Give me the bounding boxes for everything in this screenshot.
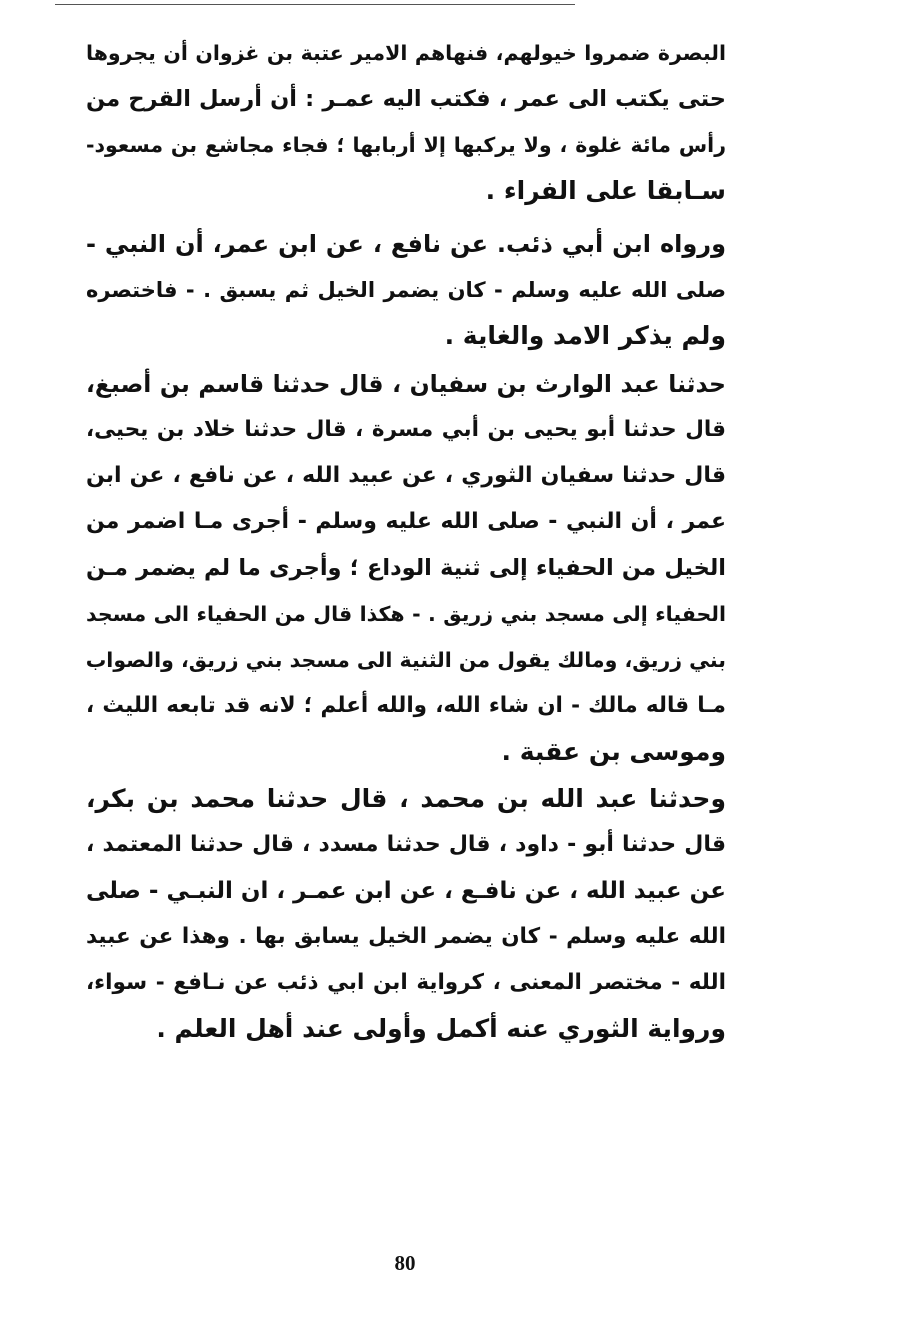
text-line: حتى يكتب الى عمر ، فكتب اليه عمـر : أن أرسل القرح من — [86, 86, 726, 112]
paragraph-2 — [86, 221, 726, 359]
paragraph-4 — [86, 776, 726, 1052]
text-line: صلى الله عليه وسلم - كان يضمر الخيل ثم يسبق . - فاختصره — [86, 278, 726, 302]
text-line: قال حدثنا سفيان الثوري ، عن عبيد الله ، عن نافع ، عن ابن — [86, 463, 726, 488]
text-line: رأس مائة غلوة ، ولا يركبها إلا أربابها ؛ فجاء مجاشع بن مسعود- — [86, 133, 726, 157]
text-line: الله عليه وسلم - كان يضمر الخيل يسابق بها . وهذا عن عبيد — [86, 924, 726, 949]
text-line: قال حدثنا أبو يحيى بن أبي مسرة ، قال حدثنا خلاد بن يحيى، — [86, 417, 726, 442]
paragraph-3 — [86, 361, 726, 775]
text-line: الحفياء إلى مسجد بني زريق . - هكذا قال من الحفياء الى مسجد — [86, 602, 726, 626]
text-line: مـا قاله مالك - ان شاء الله، والله أعلم ؛ لانه قد تابعه الليث ، — [86, 693, 726, 718]
text-line: سـابقا على الفراء . — [485, 176, 726, 205]
text-line: ولم يذكر الامد والغاية . — [444, 321, 726, 350]
text-line: وحدثنا عبد الله بن محمد ، قال حدثنا محمد بن بكر، — [86, 784, 726, 813]
text-line: البصرة ضمروا خيولهم، فنهاهم الامير عتبة بن غزوان أن يجروها — [86, 41, 726, 65]
text-line: الخيل من الحفياء إلى ثنية الوداع ؛ وأجرى ما لم يضمر مـن — [86, 555, 726, 581]
text-line: قال حدثنا أبو - داود ، قال حدثنا مسدد ، قال حدثنا المعتمد ، — [86, 832, 726, 857]
text-line: عمر ، أن النبي - صلى الله عليه وسلم - أجرى مـا اضمر من — [86, 509, 726, 534]
top-rule — [55, 4, 575, 5]
paragraph-1 — [86, 30, 726, 214]
text-line: الله - مختصر المعنى ، كرواية ابن ابي ذئب عن نـافع - سواء، — [86, 970, 726, 995]
text-line: ورواية الثوري عنه أكمل وأولى عند أهل العلم . — [156, 1014, 726, 1043]
text-line: حدثنا عبد الوارث بن سفيان ، قال حدثنا قاسم بن أصبغ، — [86, 370, 726, 398]
text-line: ورواه ابن أبي ذئب. عن نافع ، عن ابن عمر، أن النبي - — [86, 230, 726, 258]
text-line: بني زريق، ومالك يقول من الثنية الى مسجد بني زريق، والصواب — [85, 648, 726, 672]
page-number: 80 — [394, 1251, 416, 1275]
text-line: عن عبيد الله ، عن نافـع ، عن ابن عمـر ، ان النبـي - صلى — [86, 878, 726, 904]
text-line: وموسى بن عقبة . — [501, 737, 726, 766]
